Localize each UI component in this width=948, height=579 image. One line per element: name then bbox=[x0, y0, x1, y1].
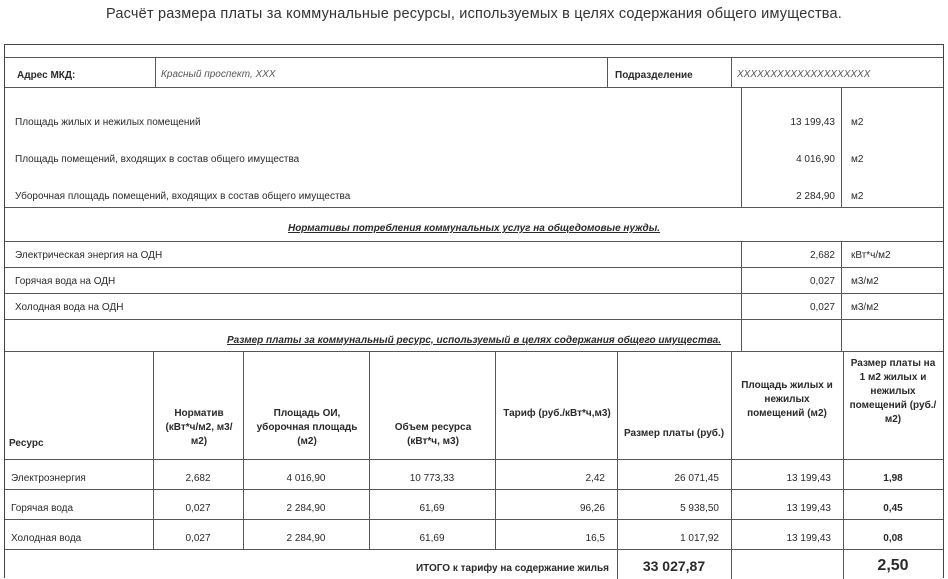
payment-heading: Размер платы за коммунальный ресурс, используемый в целях содержания общего имущества. bbox=[227, 335, 721, 346]
row-divider bbox=[5, 207, 943, 208]
norm-value: 0,027 bbox=[809, 302, 835, 313]
table-cell: 10 773,33 bbox=[409, 473, 455, 484]
norm-unit: м3/м2 bbox=[851, 276, 879, 287]
col-divider bbox=[841, 87, 842, 207]
table-cell: 0,027 bbox=[185, 503, 211, 514]
table-cell-resource: Горячая вода bbox=[11, 503, 74, 514]
table-cell-per-m2: 0,08 bbox=[883, 533, 903, 544]
row-divider bbox=[5, 549, 943, 550]
table-cell: 61,69 bbox=[419, 533, 445, 544]
table-cell: 16,5 bbox=[585, 533, 605, 544]
calculation-table bbox=[4, 44, 944, 578]
area-unit: м2 bbox=[851, 117, 864, 128]
col-divider bbox=[243, 351, 244, 549]
column-header-per-m2: Размер платы на 1 м2 жилых и нежилых помещений (руб./м2) bbox=[849, 358, 937, 425]
table-cell: 96,26 bbox=[579, 503, 605, 514]
row-divider bbox=[5, 319, 943, 320]
table-cell: 13 199,43 bbox=[786, 473, 831, 484]
address-label: Адрес МКД: bbox=[17, 70, 76, 81]
norm-label: Электрическая энергия на ОДН bbox=[15, 250, 163, 261]
total-per-m2: 2,50 bbox=[877, 557, 909, 574]
table-cell: 4 016,90 bbox=[286, 473, 326, 484]
area-unit: м2 bbox=[851, 154, 864, 165]
table-cell-resource: Холодная вода bbox=[11, 533, 82, 544]
col-divider bbox=[741, 87, 742, 207]
table-cell: 2 284,90 bbox=[286, 503, 326, 514]
table-cell: 2,682 bbox=[185, 473, 211, 484]
total-amount: 33 027,87 bbox=[642, 558, 706, 574]
norm-unit: м3/м2 bbox=[851, 302, 879, 313]
col-divider bbox=[731, 57, 732, 87]
address-value: Красный проспект, ХХХ bbox=[161, 69, 276, 80]
row-divider bbox=[5, 351, 943, 352]
area-value: 4 016,90 bbox=[796, 154, 835, 165]
table-cell-per-m2: 1,98 bbox=[883, 473, 903, 484]
table-cell: 5 938,50 bbox=[680, 503, 719, 514]
col-divider bbox=[153, 351, 154, 549]
table-cell: 2,42 bbox=[585, 473, 605, 484]
table-cell-per-m2: 0,45 bbox=[883, 503, 903, 514]
column-header-norm: Норматив (кВт*ч/м2, м3/м2) bbox=[165, 408, 233, 447]
norm-unit: кВт*ч/м2 bbox=[851, 250, 891, 261]
table-cell: 1 017,92 bbox=[680, 533, 719, 544]
table-cell: 0,027 bbox=[185, 533, 211, 544]
table-cell: 26 071,45 bbox=[674, 473, 719, 484]
page-title: Расчёт размера платы за коммунальные ресурсы, используемых в целях содержания общего имущества. bbox=[105, 6, 843, 22]
area-label: Площадь жилых и нежилых помещений bbox=[15, 117, 201, 128]
area-value: 13 199,43 bbox=[790, 117, 835, 128]
row-divider bbox=[5, 489, 943, 490]
norms-heading: Нормативы потребления коммунальных услуг на общедомовые нужды. bbox=[287, 223, 661, 234]
area-value: 2 284,90 bbox=[796, 191, 835, 202]
column-header-payment: Размер платы (руб.) bbox=[623, 428, 725, 439]
col-divider bbox=[155, 57, 156, 87]
column-header-volume: Объем ресурса (кВт*ч, м3) bbox=[394, 422, 472, 447]
division-value: ХХХХХХХХХХХХХХХХХХХХ bbox=[737, 69, 871, 80]
column-header-tariff: Тариф (руб./кВт*ч,м3) bbox=[503, 408, 611, 419]
norm-label: Холодная вода на ОДН bbox=[15, 302, 124, 313]
row-divider bbox=[5, 87, 943, 88]
row-divider bbox=[5, 241, 943, 242]
table-cell: 2 284,90 bbox=[286, 533, 326, 544]
col-divider bbox=[369, 351, 370, 549]
division-label: Подразделение bbox=[615, 70, 693, 81]
table-cell: 13 199,43 bbox=[786, 503, 831, 514]
col-divider bbox=[607, 57, 608, 87]
table-cell: 61,69 bbox=[419, 503, 445, 514]
area-unit: м2 bbox=[851, 191, 864, 202]
row-divider bbox=[5, 459, 943, 460]
area-label: Уборочная площадь помещений, входящих в состав общего имущества bbox=[15, 191, 351, 202]
total-label: ИТОГО к тарифу на содержание жилья bbox=[415, 563, 609, 574]
column-header-total-area: Площадь жилых и нежилых помещений (м2) bbox=[741, 380, 833, 419]
row-divider bbox=[5, 57, 943, 58]
norm-value: 0,027 bbox=[809, 276, 835, 287]
row-divider bbox=[5, 267, 943, 268]
row-divider bbox=[5, 519, 943, 520]
area-label: Площадь помещений, входящих в состав общего имущества bbox=[15, 154, 300, 165]
column-header-resource: Ресурс bbox=[9, 438, 44, 449]
col-divider bbox=[495, 351, 496, 549]
norm-value: 2,682 bbox=[809, 250, 835, 261]
row-divider bbox=[5, 293, 943, 294]
column-header-area: Площадь ОИ, уборочная площадь (м2) bbox=[256, 408, 358, 447]
norm-label: Горячая вода на ОДН bbox=[15, 276, 116, 287]
table-cell: 13 199,43 bbox=[786, 533, 831, 544]
table-cell-resource: Электроэнергия bbox=[11, 473, 86, 484]
